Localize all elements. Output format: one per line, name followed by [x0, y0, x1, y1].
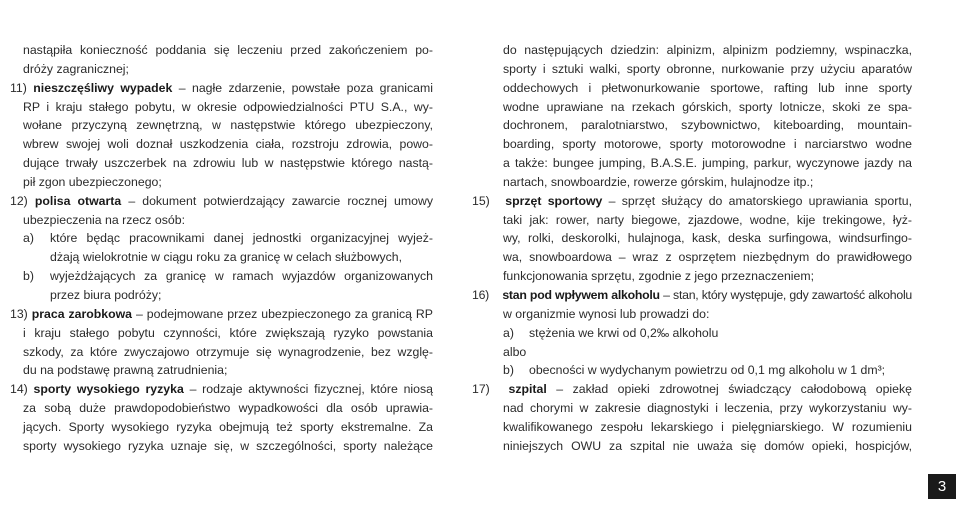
text-line: za sobą duże prawdopodobieństwo wypadkowości dla osób uprawia- — [23, 401, 433, 416]
right-text-column — [472, 41, 912, 456]
definition-text: – stan, który występuje, gdy zawartość alkoholu — [659, 287, 913, 302]
item-number: 12) — [10, 193, 28, 208]
item-number: 16) — [472, 287, 490, 302]
text-line: sporty wysokiego ryzyka uznaje się, w szczególności, sporty należące — [23, 438, 433, 453]
sub-item-b — [472, 361, 912, 380]
sub-item-text: wyjeżdżających za granicę w ramach wyjazdów organizowanych — [50, 269, 433, 284]
text-line: dróży zagranicznej; — [23, 61, 129, 76]
definition-text: – zakład opieki zdrowotnej świadczący całodobową opiekę — [546, 382, 912, 397]
sub-item-text: stężenia we krwi od 0,2‰ alkoholu — [529, 325, 719, 340]
definition-14 — [10, 380, 433, 399]
text-line: szkody, za które zwyczajowo otrzymuje się wynagrodzenie, bez wzglę- — [23, 344, 433, 359]
defined-term: stan pod wpływem alkoholu — [502, 287, 660, 302]
text-line: wy, rolki, deskorolki, hulajnoga, kask, deska surfingowa, windsurfingo- — [503, 231, 912, 246]
text-line: wołane przyczyną zewnętrzną, w następstwie którego ubezpieczony, — [23, 118, 433, 133]
definition-12 — [10, 192, 433, 211]
text-line: przez biura podróży; — [50, 287, 162, 302]
text-line: wa, snowboardowa – wraz z osprzętem niezbędnym do prawidłowego — [503, 250, 912, 265]
definition-11 — [10, 79, 433, 98]
text-line: boarding, sporty motorowe, sporty motorowodne i narciarstwo wodne — [503, 137, 912, 152]
text-line: niniejszych OWU za szpital nie uważa się domów opieki, hospicjów, — [503, 438, 912, 453]
sub-item-text: które będąc pracownikami danej jednostki organizacyjnej wyjeż- — [50, 231, 433, 246]
text-line: a także: bungee jumping, B.A.S.E. jumping, parkur, wyczynowe jazdy na — [503, 156, 912, 171]
text-line: sporty i sztuki walki, sporty obronne, nurkowanie przy użyciu aparatów — [503, 61, 912, 76]
defined-term: sprzęt sportowy — [505, 193, 603, 208]
text-line: dżają wielokrotnie w ciągu roku za granicę w celach służbowych, — [50, 250, 402, 265]
sub-item-text: obecności w wydychanym powietrzu od 0,1 mg alkoholu w 1 dm³; — [529, 363, 886, 378]
text-line: taki jak: rower, narty biegowe, zjazdowe, wodne, kije trekingowe, łyż- — [503, 212, 912, 227]
defined-term: szpital — [508, 382, 547, 397]
item-number: 11) — [10, 80, 27, 95]
text-line: nartach, snowboardzie, rowerze górskim, hulajnodze itp.; — [503, 174, 814, 189]
item-number: 14) — [10, 382, 28, 397]
item-number: 13) — [10, 306, 28, 321]
text-line: dujące trwały uszczerbek na zdrowiu lub w następstwie którego nastą- — [23, 156, 433, 171]
defined-term: nieszczęśliwy wypadek — [33, 80, 173, 95]
definition-text: – sprzęt służący do amatorskiego uprawiania sportu, — [602, 193, 912, 208]
text-line: wodne uprawiane na rzekach górskich, sporty lotnicze, skoki ze spa- — [503, 99, 912, 114]
text-line: du na podstawę prawną zatrudnienia; — [23, 363, 228, 378]
definition-text: – rodzaje aktywności fizycznej, które niosą — [183, 382, 433, 397]
item-number: 15) — [472, 193, 490, 208]
text-line: nad chorymi w zakresie diagnostyki i leczenia, przy wykorzystaniu wy- — [503, 401, 912, 416]
page-number-badge: 3 — [928, 474, 956, 499]
definition-15 — [472, 192, 912, 211]
definition-text: – dokument potwierdzający zawarcie rocznej umowy — [121, 193, 434, 208]
text-line: dochronem, paralotniarstwo, szybownictwo, kiteboarding, mountain- — [503, 118, 912, 133]
text-line: nastąpiła konieczność poddania się leczeniu przed zakończeniem po- — [23, 43, 433, 57]
text-line: w organizmie wynosi lub prowadzi do: — [503, 306, 710, 321]
sub-item-a — [472, 324, 912, 343]
defined-term: sporty wysokiego ryzyka — [33, 382, 184, 397]
defined-term: polisa otwarta — [34, 193, 122, 208]
text-line: wbrew swojej woli doznał uszkodzenia ciała, rozstroju zdrowia, powo- — [23, 137, 433, 152]
defined-term: praca zarobkowa — [31, 306, 133, 321]
definition-text: – nagłe zdarzenie, powstałe poza granicami — [172, 80, 433, 95]
left-text-column — [10, 41, 433, 456]
text-line: albo — [503, 344, 527, 359]
text-line: jących. Sporty wysokiego ryzyka obejmują też sporty ekstremalne. Za — [23, 419, 433, 434]
definition-13 — [10, 305, 433, 324]
text-line: i kraju stałego pobytu czynności, które zwiększają ryzyko powstania — [23, 325, 433, 340]
text-line: oddechowych i płetwonurkowanie sportowe, rafting lub inne sporty — [503, 80, 912, 95]
definition-17 — [472, 380, 912, 399]
sub-item-label: a) — [23, 231, 34, 246]
definition-text: – podejmowane przez ubezpieczonego za granicą RP — [132, 306, 434, 321]
sub-item-a — [10, 229, 433, 248]
sub-item-label: a) — [503, 325, 514, 340]
text-line: ubezpieczenia na rzecz osób: — [23, 212, 186, 227]
text-line: funkcjonowania sprzętu, zgodnie z jego przeznaczeniem; — [503, 269, 815, 284]
sub-item-label: b) — [23, 269, 34, 284]
sub-item-label: b) — [503, 363, 514, 378]
text-line: do następujących dziedzin: alpinizm, alpinizm podziemny, wspinaczka, — [503, 43, 912, 57]
definition-16 — [472, 286, 912, 305]
text-line: pił zgon ubezpieczonego; — [23, 174, 162, 189]
item-number: 17) — [472, 382, 490, 397]
text-line: kwalifikowanego zespołu lekarskiego i pielęgniarskiego. W rozumieniu — [503, 419, 912, 434]
sub-item-b — [10, 267, 433, 286]
text-line: RP i kraju stałego pobytu, w okresie odpowiedzialności PTU S.A., wy- — [23, 99, 433, 114]
